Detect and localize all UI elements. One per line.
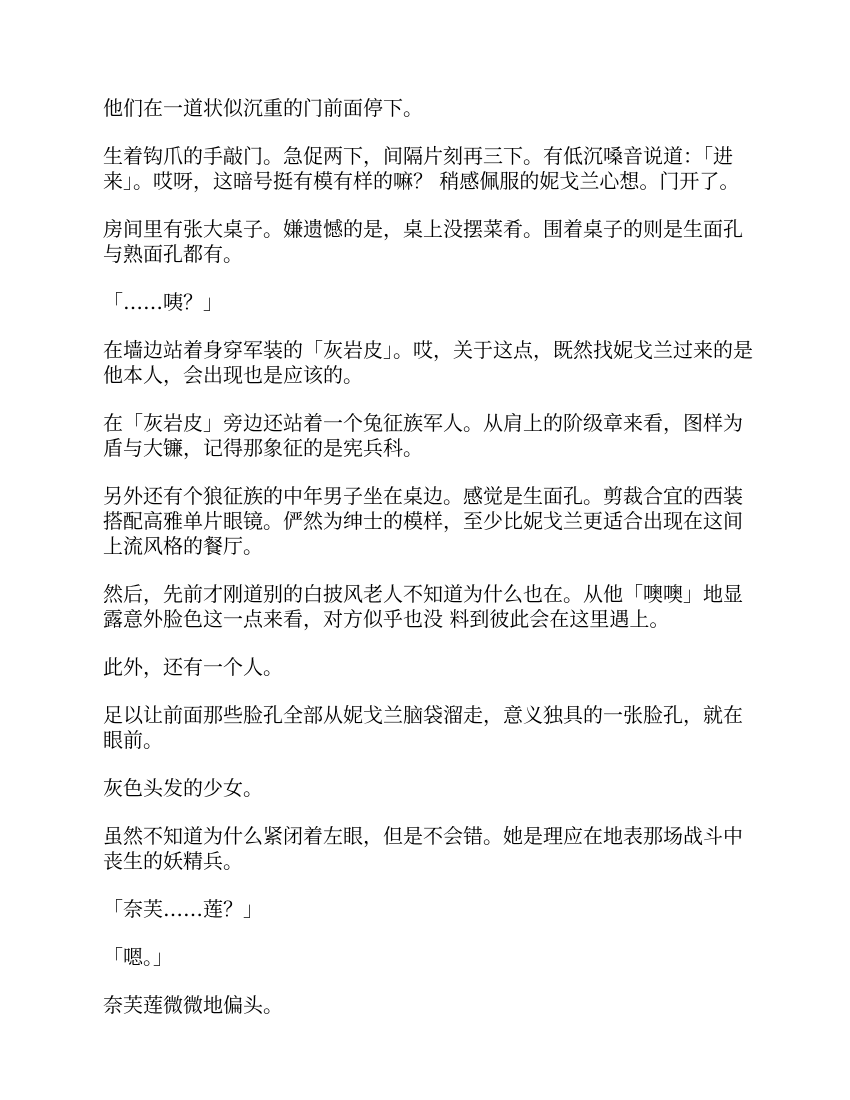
paragraph-12: 虽然不知道为什么紧闭着左眼，但是不会错。她是理应在地表那场战斗中丧生的妖精兵。 — [103, 824, 743, 873]
paragraph-5: 在墙边站着身穿军装的「灰岩皮」。哎，关于这点，既然找妮戈兰过来的是他本人，会出现也是应该的。 — [103, 338, 753, 387]
paragraph-10: 足以让前面那些脸孔全部从妮戈兰脑袋溜走，意义独具的一张脸孔，就在眼前。 — [103, 703, 743, 752]
paragraph-8: 然后，先前才刚道别的白披风老人不知道为什么也在。从他「噢噢」地显露意外脸色这一点来看，对方似乎也没 料到彼此会在这里遇上。 — [103, 582, 743, 631]
document-page — [103, 96, 753, 1041]
paragraph-15: 奈芙莲微微地偏头。 — [103, 993, 283, 1017]
paragraph-1: 他们在一道状似沉重的门前面停下。 — [103, 96, 423, 120]
paragraph-14: 「嗯。」 — [103, 945, 173, 969]
paragraph-13: 「奈芙……莲？」 — [103, 897, 263, 921]
paragraph-9: 此外，还有一个人。 — [103, 655, 283, 679]
paragraph-3: 房间里有张大桌子。嫌遗憾的是，桌上没摆菜肴。围着桌子的则是生面孔与熟面孔都有。 — [103, 217, 743, 266]
paragraph-2: 生着钩爪的手敲门。急促两下，间隔片刻再三下。有低沉嗓音说道：「进来」。哎呀，这暗号挺有模有样的嘛？ 稍感佩服的妮戈兰心想。门开了。 — [103, 144, 740, 193]
paragraph-7: 另外还有个狼征族的中年男子坐在桌边。感觉是生面孔。剪裁合宜的西装搭配高雅单片眼镜。俨然为绅士的模样，至少比妮戈兰更适合出现在这间上流风格的餐厅。 — [103, 484, 743, 558]
paragraph-6: 在「灰岩皮」旁边还站着一个兔征族军人。从肩上的阶级章来看，图样为盾与大镰，记得那象征的是宪兵科。 — [103, 411, 743, 460]
paragraph-4: 「……咦？」 — [103, 290, 223, 314]
paragraph-11: 灰色头发的少女。 — [103, 776, 263, 800]
